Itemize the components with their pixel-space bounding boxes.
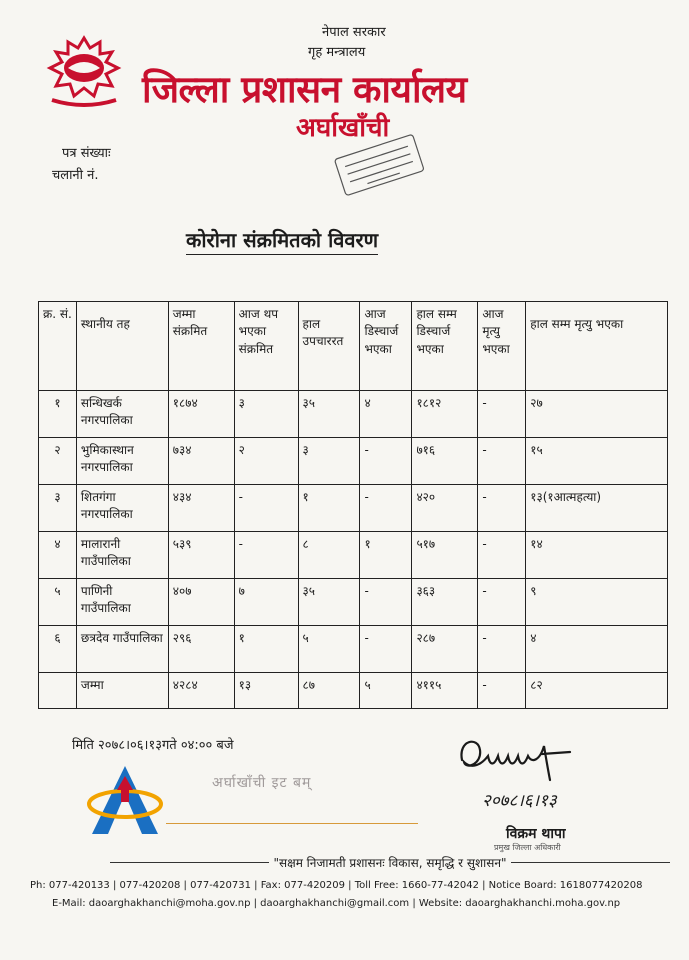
district-name: अर्घाखाँची <box>296 113 390 143</box>
table-cell: ४११५ <box>412 673 478 709</box>
table-cell: - <box>478 485 526 532</box>
table-cell: २७ <box>526 391 668 438</box>
table-cell: ६ <box>39 626 77 673</box>
table-cell: - <box>478 673 526 709</box>
table-cell: १ <box>39 391 77 438</box>
letter-number-label: पत्र संख्याः <box>62 146 111 161</box>
table-cell: - <box>234 532 298 579</box>
header-cell: आज डिस्चार्ज भएका <box>360 302 412 391</box>
table-cell: ५ <box>298 626 360 673</box>
table-cell: - <box>478 391 526 438</box>
table-cell: - <box>234 485 298 532</box>
table-cell: २८७ <box>412 626 478 673</box>
slogan-rule-left <box>110 862 269 863</box>
handwritten-signature-icon <box>452 730 592 786</box>
header-cell: जम्मा संक्रमित <box>168 302 234 391</box>
table-cell: - <box>478 626 526 673</box>
government-name: नेपाल सरकार <box>322 25 386 40</box>
table-cell: ३ <box>298 438 360 485</box>
table-cell: ९ <box>526 579 668 626</box>
table-row <box>39 438 668 485</box>
table-cell: ८२ <box>526 673 668 709</box>
table-cell: १४ <box>526 532 668 579</box>
signatory-name: विक्रम थापा <box>506 826 566 842</box>
slogan-text: "सक्षम निजामती प्रशासनः विकास, समृद्धि र सुशासन" <box>273 856 507 870</box>
table-cell: २ <box>39 438 77 485</box>
table-cell: ८७ <box>298 673 360 709</box>
table-cell: छत्रदेव गाउँपालिका <box>76 626 168 673</box>
total-row <box>39 673 668 709</box>
nepal-emblem-icon <box>38 30 130 110</box>
table-cell: १ <box>360 532 412 579</box>
table-cell: ४ <box>360 391 412 438</box>
table-cell: - <box>478 438 526 485</box>
table-cell: १ <box>234 626 298 673</box>
office-stamp-icon <box>326 132 432 196</box>
logo-underline <box>166 823 418 824</box>
table-cell: १८१२ <box>412 391 478 438</box>
table-row <box>39 579 668 626</box>
table-cell: शितगंगा नगरपालिका <box>76 485 168 532</box>
table-cell: १३ <box>234 673 298 709</box>
signatory-designation: प्रमुख जिल्ला अधिकारी <box>494 843 561 852</box>
table-cell: पाणिनी गाउँपालिका <box>76 579 168 626</box>
table-row <box>39 485 668 532</box>
signature-date: २०७८।६।१३ <box>482 791 557 811</box>
table-cell: १ <box>298 485 360 532</box>
table-cell: ४ <box>526 626 668 673</box>
table-row <box>39 532 668 579</box>
table-cell: ३५ <box>298 579 360 626</box>
table-cell <box>39 673 77 709</box>
document-title: कोरोना संक्रमितको विवरण <box>186 226 378 255</box>
table-cell: १८७४ <box>168 391 234 438</box>
header-cell: आज मृत्यु भएका <box>478 302 526 391</box>
table-header-row <box>39 302 668 391</box>
table-cell: ८ <box>298 532 360 579</box>
office-name: जिल्ला प्रशासन कार्यालय <box>142 68 467 111</box>
table-row <box>39 391 668 438</box>
chalani-number-label: चलानी नं. <box>52 168 99 183</box>
footer-slogan <box>110 854 670 871</box>
table-cell: ५ <box>360 673 412 709</box>
table-cell: ४ <box>39 532 77 579</box>
table-cell: ५ <box>39 579 77 626</box>
header-cell: क्र. सं. <box>39 302 77 391</box>
table-cell: मालारानी गाउँपालिका <box>76 532 168 579</box>
table-cell: ४०७ <box>168 579 234 626</box>
table-cell: - <box>360 438 412 485</box>
header-cell: हाल सम्म मृत्यु भएका <box>526 302 668 391</box>
table-cell: ४२८४ <box>168 673 234 709</box>
table-cell: ७१६ <box>412 438 478 485</box>
table-cell: - <box>360 579 412 626</box>
table-row <box>39 626 668 673</box>
report-date: मिति २०७८।०६।१३गते ०४:०० बजे <box>72 738 234 753</box>
slogan-rule-right <box>511 862 670 863</box>
table-cell: २९६ <box>168 626 234 673</box>
table-cell: ३ <box>39 485 77 532</box>
table-cell: सन्धिखर्क नगरपालिका <box>76 391 168 438</box>
table-cell: १५ <box>526 438 668 485</box>
table-cell: - <box>360 485 412 532</box>
table-cell: २ <box>234 438 298 485</box>
table-cell: ७३४ <box>168 438 234 485</box>
header-cell: स्थानीय तह <box>76 302 168 391</box>
header-cell: आज थप भएका संक्रमित <box>234 302 298 391</box>
covid-infected-table <box>38 301 668 709</box>
header-cell: हाल सम्म डिस्चार्ज भएका <box>412 302 478 391</box>
table-cell: भुमिकास्थान नगरपालिका <box>76 438 168 485</box>
contact-phone-line: Ph: 077-420133 | 077-420208 | 077-420731 | Fax: 077-420209 | Toll Free: 1660-77-42042 | Notice Board: 1618077420208 <box>30 880 643 891</box>
table-cell: ३ <box>234 391 298 438</box>
table-cell: - <box>478 532 526 579</box>
header-cell: हाल उपचाररत <box>298 302 360 391</box>
table-cell: ५१७ <box>412 532 478 579</box>
table-cell: - <box>360 626 412 673</box>
table-cell: ४३४ <box>168 485 234 532</box>
table-cell: जम्मा <box>76 673 168 709</box>
arghakhanchi-news-logo-icon <box>84 762 166 838</box>
table-cell: ३६३ <box>412 579 478 626</box>
table-cell: - <box>478 579 526 626</box>
table-cell: ५३९ <box>168 532 234 579</box>
table-cell: ७ <box>234 579 298 626</box>
table-cell: ३५ <box>298 391 360 438</box>
watermark-text: अर्घाखाँची इट बम् <box>212 775 312 791</box>
contact-email-line: E-Mail: daoarghakhanchi@moha.gov.np | daoarghakhanchi@gmail.com | Website: daoarghakhanchi.moha.gov.np <box>52 898 621 909</box>
table-cell: ४२० <box>412 485 478 532</box>
table-cell: १३(१आत्महत्या) <box>526 485 668 532</box>
ministry-name: गृह मन्त्रालय <box>308 45 366 60</box>
